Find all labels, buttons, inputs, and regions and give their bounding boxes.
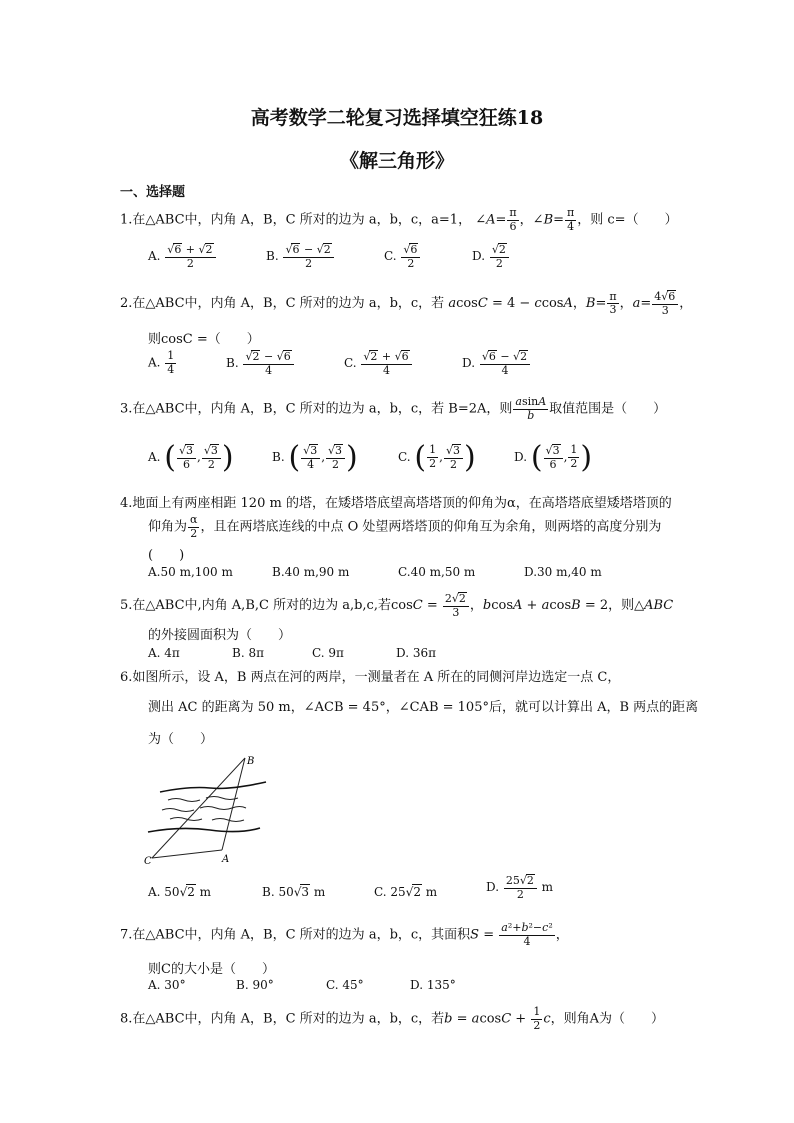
- question-2: 2.在△ABC中，内角 A，B，C 所对的边为 a，b，c，若 acosC = 4 − ccosA，B= $\frac{\pi}{3}$ ，a= $\frac{4√6}{3}$ ，: [120, 289, 693, 317]
- q2-prefix: 2.在△ABC中，内角 A，B，C 所对的边为 a，b，c，若: [120, 296, 445, 312]
- q1-option-c: C. $\frac{√6}{2}$: [384, 243, 421, 270]
- section-heading: 一、选择题: [120, 185, 186, 200]
- q8-prefix: 8.在△ABC中，内角 A，B，C 所对的边为 a，b，c，若: [120, 1011, 445, 1027]
- q7-line2: 则C的大小是（ ）: [148, 962, 275, 977]
- q6-option-a: A. 50√2 m: [148, 885, 212, 899]
- q2-line2: 则cosC =（ ）: [148, 332, 260, 347]
- q1-option-d: D. $\frac{√2}{2}$: [472, 243, 510, 270]
- q4-line1: 4.地面上有两座相距 120 m 的塔，在矮塔塔底望高塔塔顶的仰角为α，在高塔塔底望矮塔塔顶的: [120, 496, 672, 511]
- q2-option-b: B. $\frac{√2 - √6}{4}$: [226, 350, 295, 377]
- q4-line3: ( ): [148, 548, 185, 563]
- q6-option-c: C. 25√2 m: [374, 885, 438, 899]
- question-7: 7.在△ABC中，内角 A，B，C 所对的边为 a，b，c，其面积S = $\frac{\text{a²+b²−c²}}{4}$ ，: [120, 921, 569, 948]
- q1-option-b: B. $\frac{√6 - √2}{2}$: [266, 243, 335, 270]
- q2-option-a: A. $\frac{1}{4}$: [148, 349, 175, 376]
- q7-option-d: D. 135°: [410, 978, 456, 992]
- q8-tail: ，则角A为（ ）: [550, 1011, 665, 1027]
- q3-tail: 取值范围是（ ）: [549, 401, 667, 417]
- q7-prefix: 7.在△ABC中，内角 A，B，C 所对的边为 a，b，c，其面积: [120, 927, 471, 943]
- q6-line2: 测出 AC 的距离为 50 m，∠ACB = 45°，∠CAB = 105°后，就可以计算出 A，B 两点的距离: [148, 700, 699, 715]
- q5-option-a: A. 4π: [148, 646, 180, 660]
- q3-option-a: A. ( $\frac{√3}{6}$ , $\frac{√3}{2}$ ): [148, 440, 234, 475]
- q5-option-c: C. 9π: [312, 646, 344, 660]
- fig-label-a: A: [222, 854, 230, 865]
- question-5: 5.在△ABC中,内角 A,B,C 所对的边为 a,b,c,若cosC = $\frac{2√2}{3}$ ，bcosA + acosB = 2，则△ABC: [120, 592, 674, 619]
- q6-option-b: B. 50√3 m: [262, 885, 326, 899]
- river-figure: [140, 752, 270, 866]
- q4-option-c: C.40 m,50 m: [398, 565, 476, 579]
- q2-option-d: D. $\frac{√6 - √2}{4}$: [462, 350, 531, 377]
- question-1: 1.在△ABC中，内角 A，B，C 所对的边为 a，b，c，a=1， ∠A= $\frac{\pi}{6}$ ，∠B= $\frac{\pi}{4}$ ，则 c=（ ）: [120, 206, 678, 233]
- q4-option-d: D.30 m,40 m: [524, 565, 602, 579]
- q4-option-b: B.40 m,90 m: [272, 565, 350, 579]
- q1-prefix: 1.在△ABC中，内角 A，B，C 所对的边为 a，b，c，a=1，: [120, 212, 472, 228]
- q7-option-a: A. 30°: [148, 978, 186, 992]
- q5-line2: 的外接圆面积为（ ）: [148, 628, 292, 643]
- q3-option-b: B. ( $\frac{√3}{4}$ , $\frac{√3}{2}$ ): [272, 440, 358, 475]
- q4-line2a: 仰角为: [148, 519, 188, 535]
- q1-option-a: A. $\frac{√6 + √2}{2}$: [148, 243, 217, 270]
- q1-tail: ，则 c=（ ）: [577, 212, 678, 228]
- q6-line1: 6.如图所示，设 A，B 两点在河的两岸，一测量者在 A 所在的同侧河岸边选定一点 C，: [120, 670, 621, 685]
- q3-prefix: 3.在△ABC中，内角 A，B，C 所对的边为 a，b，c，若 B=2A，则: [120, 401, 513, 417]
- q3-option-c: C. ( $\frac{1}{2}$ , $\frac{√3}{2}$ ): [398, 440, 476, 475]
- page-subtitle: 《解三角形》: [339, 150, 454, 172]
- fig-label-b: B: [247, 756, 255, 767]
- question-3: 3.在△ABC中，内角 A，B，C 所对的边为 a，b，c，若 B=2A，则 $\frac{asinA}{b}$ 取值范围是（ ）: [120, 395, 667, 422]
- q6-option-d: D. $\frac{25√2}{2}$ m: [486, 874, 554, 901]
- q6-line3: 为（ ）: [148, 732, 214, 747]
- q4-option-a: A.50 m,100 m: [148, 565, 233, 579]
- q5-prefix: 5.在△ABC中,内角 A,B,C 所对的边为 a,b,c,若: [120, 598, 391, 614]
- question-8: 8.在△ABC中，内角 A，B，C 所对的边为 a，b，c，若b = acosC + $\frac{1}{2}$ c，则角A为（ ）: [120, 1005, 665, 1032]
- q7-option-b: B. 90°: [236, 978, 274, 992]
- q4-line2b: ，且在两塔底连线的中点 O 处望两塔塔顶的仰角互为余角，则两塔的高度分别为: [200, 519, 662, 535]
- fig-label-c: C: [144, 856, 152, 866]
- q5-option-b: B. 8π: [232, 646, 264, 660]
- q7-option-c: C. 45°: [326, 978, 364, 992]
- q2-option-c: C. $\frac{√2 + √6}{4}$: [344, 350, 413, 377]
- q3-option-d: D. ( $\frac{√3}{6}$ , $\frac{1}{2}$ ): [514, 440, 593, 475]
- q4-line2: 仰角为 $\frac{\alpha}{2}$ ，且在两塔底连线的中点 O 处望两塔塔顶的仰角互为余角，则两塔的高度分别为: [148, 513, 662, 540]
- page-title: 高考数学二轮复习选择填空狂练18: [250, 107, 544, 129]
- q5-option-d: D. 36π: [396, 646, 436, 660]
